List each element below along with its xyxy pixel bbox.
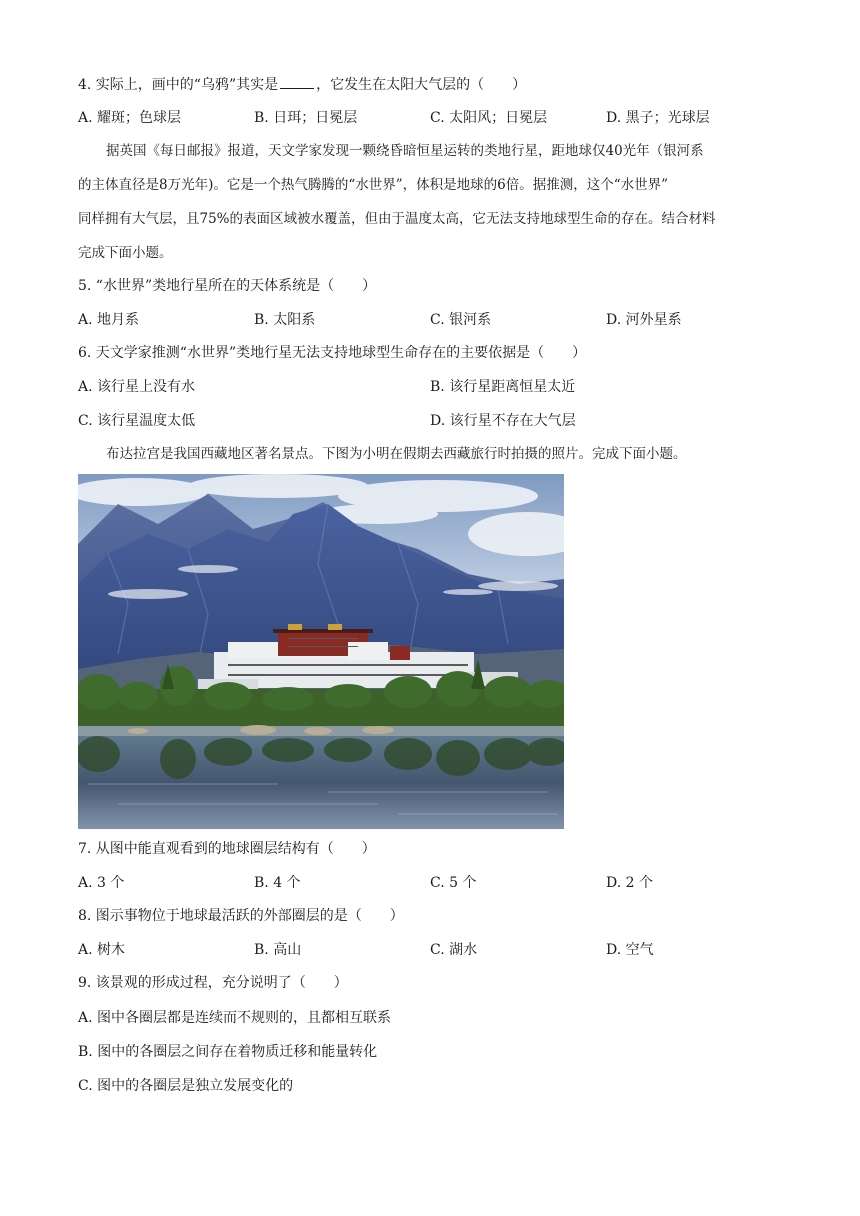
q7-option-a: A. 3 个 — [78, 875, 125, 891]
q5-option-c: C. 银河系 — [430, 312, 492, 328]
passage1-line-3: 同样拥有大气层，且75%的表面区域被水覆盖，但由于温度太高，它无法支持地球型生命的存在。结合材料 — [78, 211, 716, 227]
q4-stem-part2: ，它发生在太阳大气层的（ ） — [316, 77, 527, 93]
q4-option-d: D. 黑子；光球层 — [606, 110, 710, 126]
q6-option-c: C. 该行星温度太低 — [78, 413, 196, 429]
q4-option-a: A. 耀斑；色球层 — [78, 110, 182, 126]
q9-option-c: C. 图中的各圈层是独立发展变化的 — [78, 1078, 294, 1094]
q4-option-b: B. 日珥；日冕层 — [254, 110, 358, 126]
q7-option-d: D. 2 个 — [606, 875, 653, 891]
q5-option-b: B. 太阳系 — [254, 312, 316, 328]
q8-option-a: A. 树木 — [78, 942, 126, 958]
potala-palace-photo — [78, 474, 564, 829]
q5-option-a: A. 地月系 — [78, 312, 140, 328]
q4-stem — [78, 74, 526, 95]
q9-option-a: A. 图中各圈层都是连续而不规则的，且都相互联系 — [78, 1010, 392, 1026]
q8-option-c: C. 湖水 — [430, 942, 478, 958]
q6-stem: 6. 天文学家推测“水世界”类地行星无法支持地球型生命存在的主要依据是（ ） — [78, 345, 587, 361]
passage2-text: 布达拉宫是我国西藏地区著名景点。下图为小明在假期去西藏旅行时拍摄的照片。完成下面小题。 — [106, 446, 687, 462]
q6-option-a: A. 该行星上没有水 — [78, 379, 196, 395]
landscape-illustration — [78, 474, 564, 829]
passage1-line-2: 的主体直径是8万光年)。它是一个热气腾腾的“水世界”，体积是地球的6倍。据推测，这个“水世界” — [78, 177, 669, 193]
q8-option-b: B. 高山 — [254, 942, 302, 958]
q7-stem: 7. 从图中能直观看到的地球圈层结构有（ ） — [78, 841, 376, 857]
q9-option-b: B. 图中的各圈层之间存在着物质迁移和能量转化 — [78, 1044, 378, 1060]
q8-stem: 8. 图示事物位于地球最活跃的外部圈层的是（ ） — [78, 908, 404, 924]
q5-stem: 5. “水世界”类地行星所在的天体系统是（ ） — [78, 278, 377, 294]
q4-stem-part1: 4. 实际上，画中的“乌鸦”其实是 — [78, 77, 279, 93]
q5-option-d: D. 河外星系 — [606, 312, 682, 328]
q9-stem: 9. 该景观的形成过程，充分说明了（ ） — [78, 975, 348, 991]
q7-option-c: C. 5 个 — [430, 875, 477, 891]
answer-blank — [280, 74, 314, 89]
q6-option-d: D. 该行星不存在大气层 — [430, 413, 576, 429]
q7-option-b: B. 4 个 — [254, 875, 301, 891]
q8-option-d: D. 空气 — [606, 942, 654, 958]
passage1-line-1: 据英国《每日邮报》报道，天文学家发现一颗绕昏暗恒星运转的类地行星，距地球仅40光年（银河系 — [106, 143, 704, 159]
q6-option-b: B. 该行星距离恒星太近 — [430, 379, 576, 395]
passage1-line-4: 完成下面小题。 — [78, 245, 173, 261]
q4-option-c: C. 太阳风；日冕层 — [430, 110, 548, 126]
